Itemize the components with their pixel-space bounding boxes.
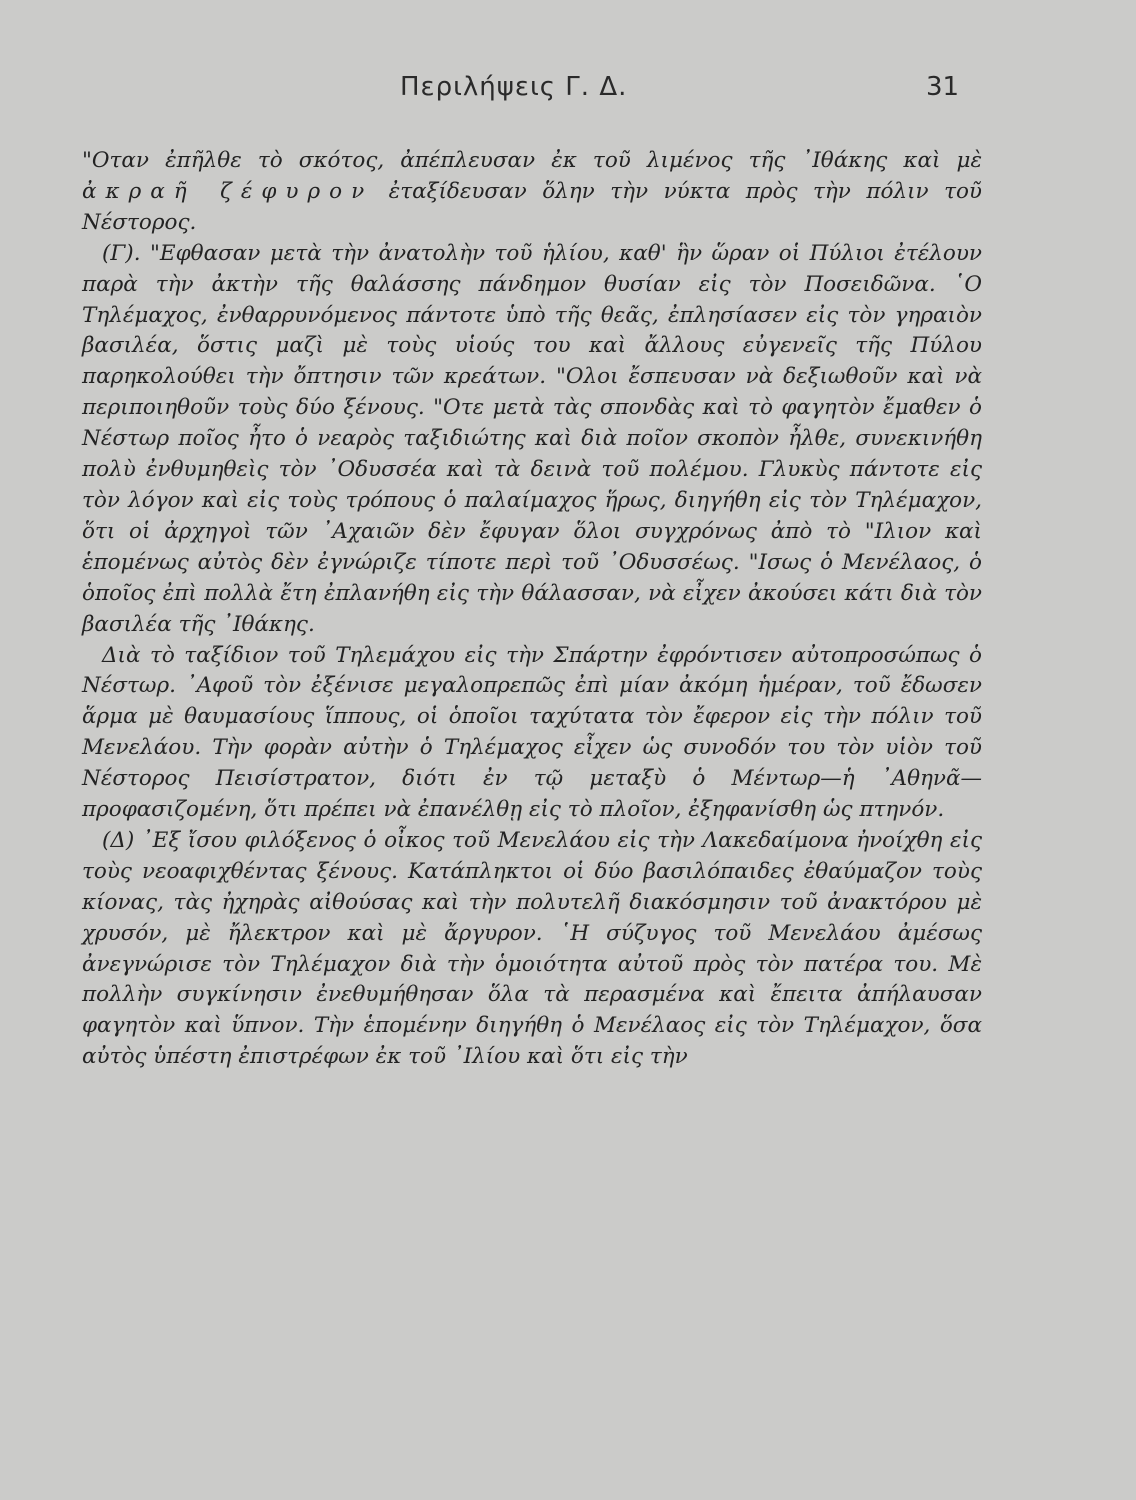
- running-title: Περιλήψεις Γ. Δ.: [400, 72, 628, 102]
- paragraph: (Γ). "Εφθασαν μετὰ τὴν ἀνατολὴν τοῦ ἡλίου, καθ' ἣν ὥραν οἱ Πύλιοι ἐτέλουν παρὰ τὴν ἀκτὴν τῆς θαλάσσης πάνδημον θυσίαν εἰς τὸν Ποσειδῶνα. ῾Ο Τηλέμαχος, ἐνθαρρυνόμενος πάντοτε ὑπὸ τῆς θεᾶς, ἐπλησίασεν εἰς τὸν γηραιὸν βασιλέα, ὅστις μαζὶ μὲ τοὺς υἱούς του καὶ ἄλλους εὐγενεῖς τῆς Πύλου παρηκολούθει τὴν ὄπτησιν τῶν κρεάτων. "Ολοι ἔσπευσαν νὰ δεξιωθοῦν καὶ νὰ περιποιηθοῦν τοὺς δύο ξένους. "Οτε μετὰ τὰς σπονδὰς καὶ τὸ φαγητὸν ἔμαθεν ὁ Νέστωρ ποῖος ἦτο ὁ νεαρὸς ταξιδιώτης καὶ διὰ ποῖον σκοπὸν ἦλθε, συνεκινήθη πολὺ ἐνθυμηθεὶς τὸν ᾿Οδυσσέα καὶ τὰ δεινὰ τοῦ πολέμου. Γλυκὺς πάντοτε εἰς τὸν λόγον καὶ εἰς τοὺς τρόπους ὁ παλαίμαχος ἥρως, διηγήθη εἰς τὸν Τηλέμαχον, ὅτι οἱ ἀρχηγοὶ τῶν ᾿Αχαιῶν δὲν ἔφυγαν ὅλοι συγχρόνως ἀπὸ τὸ "Ιλιον καὶ ἑπομένως αὐτὸς δὲν ἐγνώριζε τίποτε περὶ τοῦ ᾿Οδυσσέως. "Ισως ὁ Μενέλαος, ὁ ὁποῖος ἐπὶ πολλὰ ἔτη ἐπλανήθη εἰς τὴν θάλασσαν, νὰ εἶχεν ἀκούσει κάτι διὰ τὸν βασιλέα τῆς ᾿Ιθάκης.: [82, 240, 982, 637]
- spaced-text: ἀκραῆ ζέφυρον: [82, 178, 374, 204]
- page-number: 31: [926, 72, 960, 102]
- paragraph: Διὰ τὸ ταξίδιον τοῦ Τηλεμάχου εἰς τὴν Σπάρτην ἐφρόντισεν αὐτοπροσώπως ὁ Νέστωρ. ᾿Αφοῦ τὸν ἐξένισε μεγαλοπρεπῶς ἐπὶ μίαν ἀκόμη ἡμέραν, τοῦ ἔδωσεν ἅρμα μὲ θαυμασίους ἵππους, οἱ ὁποῖοι ταχύτατα τὸν ἔφερον εἰς τὴν πόλιν τοῦ Μενελάου. Τὴν φορὰν αὐτὴν ὁ Τηλέμαχος εἶχεν ὡς συνοδόν του τὸν υἱὸν τοῦ Νέστορος Πεισίστρατον, διότι ἐν τῷ μεταξὺ ὁ Μέντωρ—ἡ ᾿Αθηνᾶ—προφασιζομένη, ὅτι πρέπει νὰ ἐπανέλθῃ εἰς τὸ πλοῖον, ἐξηφανίσθη ὡς πτηνόν.: [82, 642, 982, 823]
- paragraph-text: ἐταξίδευσαν ὅλην τὴν νύκτα πρὸς τὴν πόλιν τοῦ Νέστορος.: [82, 178, 982, 235]
- paragraph-text: "Οταν ἐπῆλθε τὸ σκότος, ἀπέπλευσαν ἐκ τοῦ λιμένος τῆς ᾿Ιθάκης καὶ μὲ: [82, 148, 982, 173]
- paragraph: (Δ) ᾿Εξ ἴσου φιλόξενος ὁ οἶκος τοῦ Μενελάου εἰς τὴν Λακεδαίμονα ἠνοίχθη εἰς τοὺς νεοαφιχθέντας ξένους. Κατάπληκτοι οἱ δύο βασιλόπαιδες ἐθαύμαζον τοὺς κίονας, τὰς ἠχηρὰς αἰθούσας καὶ τὴν πολυτελῆ διακόσμησιν τοῦ ἀνακτόρου μὲ χρυσόν, μὲ ἤλεκτρον καὶ μὲ ἄργυρον. ῾Η σύζυγος τοῦ Μενελάου ἀμέσως ἀνεγνώρισε τὸν Τηλέμαχον διὰ τὴν ὁμοιότητα αὐτοῦ πρὸς τὸν πατέρα του. Μὲ πολλὴν συγκίνησιν ἐνεθυμήθησαν ὅλα τὰ περασμένα καὶ ἔπειτα ἀπήλαυσαν φαγητὸν καὶ ὕπνον. Τὴν ἑπομένην διηγήθη ὁ Μενέλαος εἰς τὸν Τηλέμαχον, ὅσα αὐτὸς ὑπέστη ἐπιστρέφων ἐκ τοῦ ᾿Ιλίου καὶ ὅτι εἰς τὴν: [82, 827, 982, 1070]
- paragraph: [82, 146, 982, 239]
- page-header: [0, 72, 1136, 112]
- body-text: [82, 146, 982, 1073]
